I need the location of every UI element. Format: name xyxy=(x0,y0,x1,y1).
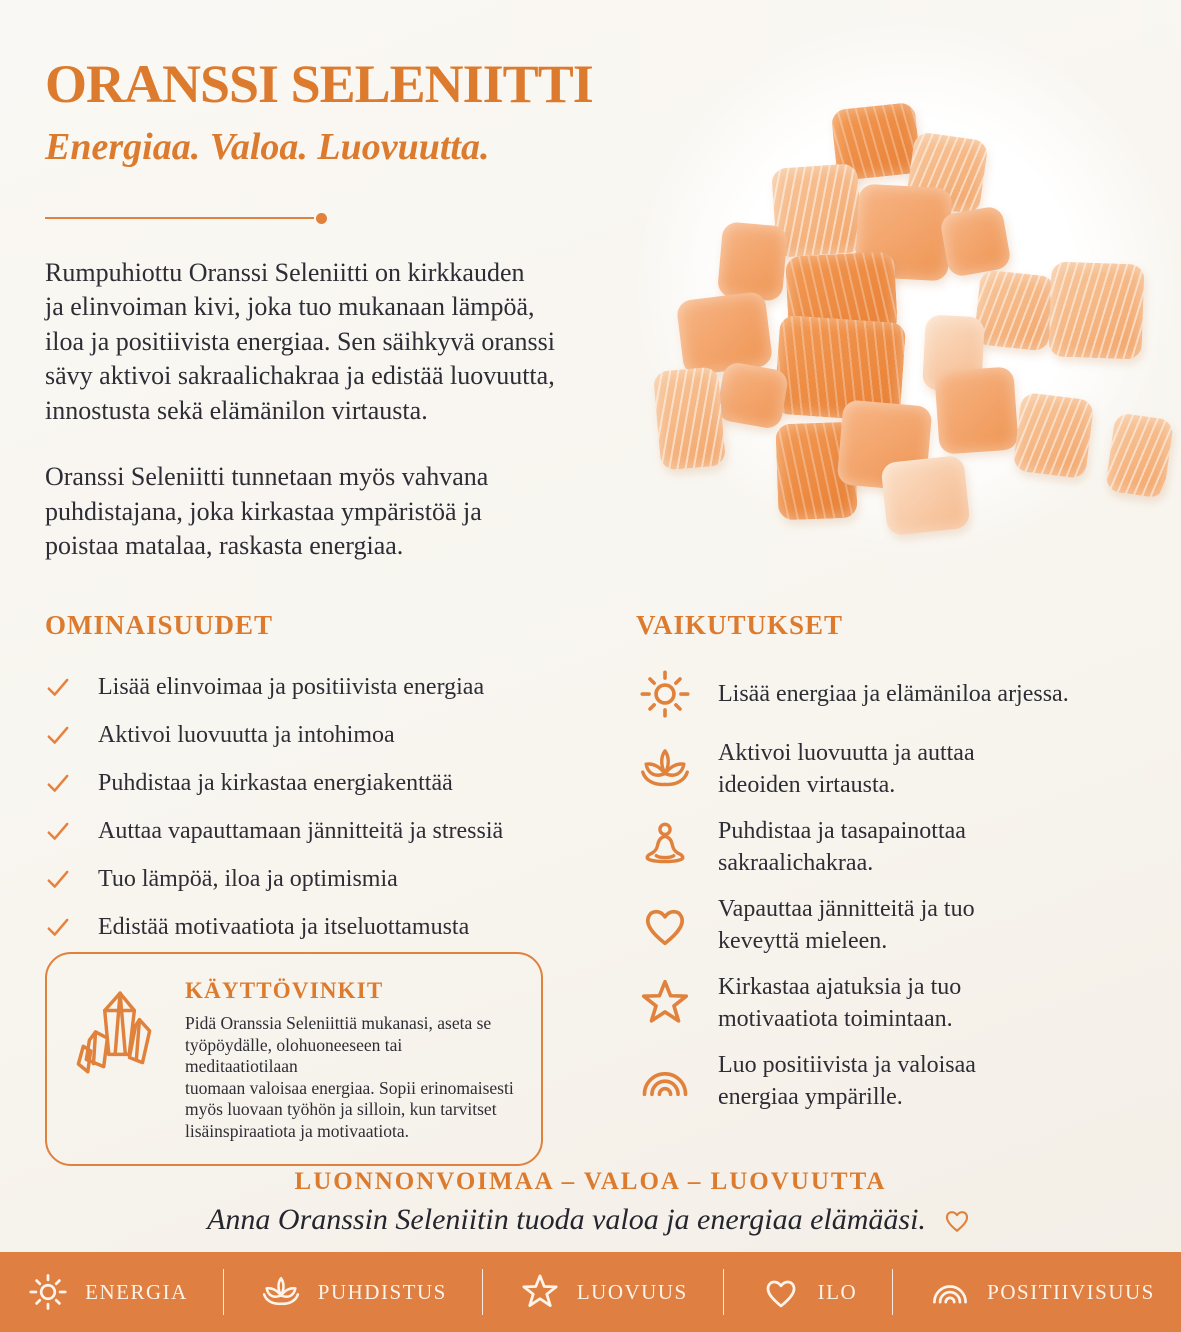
selenite-stone xyxy=(653,366,726,470)
property-text: Puhdistaa ja kirkastaa energiakenttää xyxy=(98,770,453,796)
intro-line: innostusta sekä elämänilon virtausta. xyxy=(45,395,428,425)
list-item xyxy=(45,865,597,894)
footer-label: PUHDISTUS xyxy=(317,1279,447,1304)
lotus-icon xyxy=(259,1270,303,1314)
intro-line: ja elinvoiman kivi, joka tuo mukanaan lämpöä, xyxy=(45,292,535,322)
heart-icon xyxy=(940,1203,974,1237)
footer-item-ilo xyxy=(759,1270,858,1314)
check-icon xyxy=(45,866,71,892)
star-icon xyxy=(636,974,694,1032)
intro-line: iloa ja positiivista energiaa. Sen säihkyvä oranssi xyxy=(45,326,556,356)
sun-icon xyxy=(26,1270,70,1314)
product-photo xyxy=(632,18,1181,558)
footer-label: LUOVUUS xyxy=(576,1279,688,1304)
list-item xyxy=(45,769,597,798)
selenite-stone xyxy=(676,291,773,376)
tips-text xyxy=(185,1013,517,1142)
effect-line: energiaa ympärille. xyxy=(718,1084,903,1110)
properties-section xyxy=(45,610,597,961)
list-item xyxy=(636,665,1176,723)
properties-heading: OMINAISUUDET xyxy=(45,610,274,640)
star-icon xyxy=(518,1270,562,1314)
tips-box xyxy=(45,952,543,1166)
effect-text xyxy=(718,893,975,957)
intro-paragraph xyxy=(45,256,645,429)
effect-text xyxy=(718,737,975,801)
intro-line: puhdistajana, joka kirkastaa ympäristöä ja xyxy=(45,496,482,526)
page-title: ORANSSI SELENIITTI xyxy=(45,54,593,114)
footer-separator xyxy=(482,1269,483,1315)
effect-text xyxy=(718,815,966,879)
footer-item-positiivisuus xyxy=(928,1270,1155,1314)
property-text: Auttaa vapauttamaan jännitteitä ja stressiä xyxy=(98,818,504,844)
list-item xyxy=(45,721,597,750)
effect-line: Puhdistaa ja tasapainottaa xyxy=(718,818,966,844)
divider-line xyxy=(45,217,314,219)
effects-list xyxy=(636,665,1176,1113)
effect-text xyxy=(718,678,1069,710)
rainbow-icon xyxy=(636,1052,694,1110)
effect-line: Luo positiivista ja valoisaa xyxy=(718,1052,976,1078)
hero-section xyxy=(45,56,645,564)
effect-line: Vapauttaa jännitteitä ja tuo xyxy=(718,896,975,922)
effects-heading: VAIKUTUKSET xyxy=(636,610,844,640)
footer-item-luovuus xyxy=(518,1270,688,1314)
effect-line: keveyttä mieleen. xyxy=(718,928,888,954)
selenite-stone xyxy=(880,455,970,536)
footer-bar xyxy=(0,1252,1181,1332)
footer-label: ILO xyxy=(817,1279,858,1304)
intro-line: sävy aktivoi sakraalichakraa ja edistää luovuutta, xyxy=(45,361,555,391)
tips-line: työpöydälle, olohuoneeseen tai meditaatiotilaan xyxy=(185,1034,403,1076)
intro-line: Oranssi Seleniitti tunnetaan myös vahvana xyxy=(45,462,489,492)
intro-paragraph xyxy=(45,460,645,564)
intro-line: poistaa matalaa, raskasta energiaa. xyxy=(45,531,404,561)
check-icon xyxy=(45,722,71,748)
effect-line: Aktivoi luovuutta ja auttaa xyxy=(718,740,975,766)
tips-heading: KÄYTTÖVINKIT xyxy=(185,978,384,1003)
list-item xyxy=(636,971,1176,1035)
list-item xyxy=(636,815,1176,879)
list-item xyxy=(636,737,1176,801)
list-item xyxy=(45,673,597,702)
property-text: Lisää elinvoimaa ja positiivista energiaa xyxy=(98,674,485,700)
heart-icon xyxy=(636,896,694,954)
lotus-icon xyxy=(636,740,694,798)
effects-section xyxy=(636,610,1176,1127)
heart-icon xyxy=(759,1270,803,1314)
property-text: Tuo lämpöä, iloa ja optimismia xyxy=(98,866,398,892)
tagline-text: Anna Oranssin Seleniitin tuoda valoa ja energiaa elämääsi. xyxy=(207,1203,926,1236)
selenite-stone xyxy=(1105,412,1174,498)
footer-separator xyxy=(892,1269,893,1315)
selenite-stone xyxy=(1048,261,1144,359)
effect-line: ideoiden virtausta. xyxy=(718,772,896,798)
tips-line: Pidä Oranssia Seleniittiä mukanasi, aseta se xyxy=(185,1013,492,1033)
effect-line: sakraalichakraa. xyxy=(718,850,874,876)
tips-line: lisäinspiraatiota ja motivaatiota. xyxy=(185,1120,410,1141)
check-icon xyxy=(45,674,71,700)
selenite-stone xyxy=(717,221,788,301)
list-item xyxy=(45,817,597,846)
rainbow-icon xyxy=(928,1270,972,1314)
divider xyxy=(45,213,327,224)
footer-item-energia xyxy=(26,1270,188,1314)
footer-separator xyxy=(223,1269,224,1315)
tips-line: myös luovaan työhön ja silloin, kun tarvitset xyxy=(185,1099,497,1119)
tips-content xyxy=(185,978,517,1142)
property-text: Edistää motivaatiota ja itseluottamusta xyxy=(98,914,470,940)
footer-item-puhdistus xyxy=(259,1270,447,1314)
check-icon xyxy=(45,914,71,940)
divider-dot xyxy=(316,213,327,224)
selenite-stone xyxy=(715,361,789,430)
footer-label: POSITIIVISUUS xyxy=(987,1279,1155,1304)
meditation-icon xyxy=(636,818,694,876)
effect-text xyxy=(718,971,961,1035)
tagline-subline xyxy=(0,1203,1181,1237)
check-icon xyxy=(45,818,71,844)
properties-list xyxy=(45,673,597,942)
page-subtitle: Energiaa. Valoa. Luovuutta. xyxy=(45,125,490,168)
check-icon xyxy=(45,770,71,796)
tagline xyxy=(0,1168,1181,1237)
effect-line: motivaatiota toimintaan. xyxy=(718,1006,953,1032)
selenite-stone xyxy=(1012,392,1094,479)
list-item xyxy=(45,913,597,942)
footer-label: ENERGIA xyxy=(85,1279,188,1304)
effect-line: Lisää energiaa ja elämäniloa arjessa. xyxy=(718,681,1069,707)
tips-line: tuomaan valoisaa energiaa. Sopii erinomaisesti xyxy=(185,1077,514,1098)
list-item xyxy=(636,893,1176,957)
selenite-stone xyxy=(973,269,1055,351)
effect-text xyxy=(718,1049,976,1113)
selenite-stone xyxy=(934,366,1019,454)
sun-icon xyxy=(636,665,694,723)
list-item xyxy=(636,1049,1176,1113)
tagline-headline: LUONNONVOIMAA – VALOA – LUOVUUTTA xyxy=(294,1168,887,1195)
intro-line: Rumpuhiottu Oranssi Seleniitti on kirkkauden xyxy=(45,257,525,287)
crystal-icon xyxy=(69,982,167,1086)
effect-line: Kirkastaa ajatuksia ja tuo xyxy=(718,974,962,1000)
property-text: Aktivoi luovuutta ja intohimoa xyxy=(98,722,395,748)
footer-separator xyxy=(723,1269,724,1315)
selenite-stone xyxy=(939,205,1012,278)
